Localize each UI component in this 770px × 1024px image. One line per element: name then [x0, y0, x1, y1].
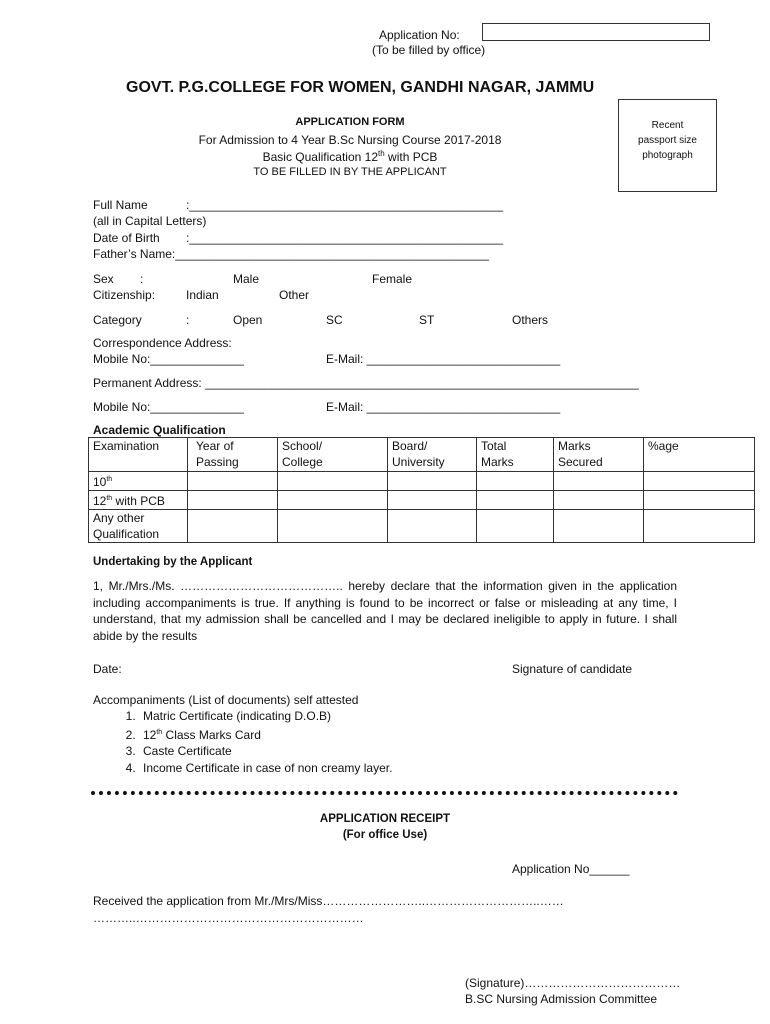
receipt-title: APPLICATION RECEIPT [319, 813, 451, 825]
dob-label: Date of Birth [93, 231, 160, 245]
form-title: APPLICATION FORM [295, 116, 405, 128]
table-cell[interactable] [188, 472, 278, 491]
header-board-university: Board/ University [388, 438, 477, 472]
date-label: Date: [93, 662, 122, 676]
exam-10th: 10th [89, 472, 188, 491]
qualification-line: Basic Qualification 12th with PCB [262, 149, 438, 164]
sex-option-female[interactable]: Female [372, 272, 413, 286]
header-school-college: School/ College [278, 438, 388, 472]
table-cell[interactable] [554, 491, 644, 510]
application-no-label: Application No: [379, 28, 460, 42]
receipt-subtitle: (For office Use) [342, 829, 428, 841]
list-item: 3. Caste Certificate [139, 743, 392, 760]
cut-line-divider [91, 791, 678, 795]
mobile-field[interactable]: Mobile No:______________ [93, 352, 244, 366]
category-colon: : [186, 313, 190, 327]
category-option-sc[interactable]: SC [326, 313, 343, 327]
header-percentage: %age [644, 438, 755, 472]
candidate-signature-label: Signature of candidate [512, 662, 633, 676]
table-cell[interactable] [278, 472, 388, 491]
exam-other: Any other Qualification [89, 510, 188, 543]
dob-field[interactable]: :_______________________________________________ [186, 231, 504, 245]
table-cell[interactable] [388, 491, 477, 510]
exam-12th: 12th with PCB [89, 491, 188, 510]
college-title: GOVT. P.G.COLLEGE FOR WOMEN, GANDHI NAGAR, JAMMU [126, 79, 595, 96]
course-line: For Admission to 4 Year B.Sc Nursing Course 2017-2018 [198, 133, 502, 147]
category-label: Category [93, 313, 142, 327]
photo-box: Recent passport size photograph [618, 99, 717, 192]
undertaking-title: Undertaking by the Applicant [93, 556, 253, 568]
received-from-line-cont[interactable]: ………..………………………………………………… [93, 911, 364, 925]
sex-option-male[interactable]: Male [233, 272, 260, 286]
permanent-address-field[interactable]: Permanent Address: _________________________________________________________________ [93, 376, 639, 390]
academic-qualification-title: Academic Qualification [93, 423, 226, 437]
table-cell[interactable] [278, 510, 388, 543]
table-cell[interactable] [188, 510, 278, 543]
academic-qualification-table [88, 437, 755, 543]
citizenship-option-indian[interactable]: Indian [186, 288, 219, 302]
permanent-email-field[interactable]: E-Mail: _____________________________ [326, 400, 561, 414]
category-option-open[interactable]: Open [233, 313, 263, 327]
applicant-note: TO BE FILLED IN BY THE APPLICANT [253, 166, 447, 178]
table-cell[interactable] [188, 491, 278, 510]
father-name-field[interactable]: Father’s Name:_______________________________________________ [93, 247, 489, 261]
table-cell[interactable] [388, 510, 477, 543]
table-cell[interactable] [477, 491, 554, 510]
table-cell[interactable] [554, 510, 644, 543]
list-item: 1. Matric Certificate (indicating D.O.B) [139, 708, 392, 725]
undertaking-text: 1, Mr./Mrs./Ms. ………………………………….. hereby declare that the information given in the application including accompaniments is true. If anything is found to be incorrect or false or misleading at any time, I understand, that my admission shall be cancelled and I may be declared ineligible to apply in future. I shall abide by the results [93, 579, 677, 643]
email-field[interactable]: E-Mail: _____________________________ [326, 352, 561, 366]
table-row [89, 510, 755, 543]
table-header-row [89, 438, 755, 472]
permanent-mobile-field[interactable]: Mobile No:______________ [93, 400, 244, 414]
header-year-of-passing: Year of Passing [188, 438, 278, 472]
citizenship-option-other[interactable]: Other [279, 288, 310, 302]
application-no-note: (To be filled by office) [372, 43, 486, 57]
admission-committee-label: B.SC Nursing Admission Committee [465, 992, 658, 1006]
table-row [89, 472, 755, 491]
list-item: 2. 12th Class Marks Card [139, 725, 392, 744]
category-option-others[interactable]: Others [512, 313, 549, 327]
received-from-line[interactable]: Received the application from Mr./Mrs/Miss……………………..………………………..…… [93, 894, 564, 908]
table-cell[interactable] [477, 510, 554, 543]
header-examination: Examination [89, 438, 188, 472]
documents-list [94, 708, 392, 776]
table-cell[interactable] [278, 491, 388, 510]
header-marks-secured: Marks Secured [554, 438, 644, 472]
table-cell[interactable] [644, 472, 755, 491]
table-row [89, 491, 755, 510]
category-option-st[interactable]: ST [419, 313, 435, 327]
table-cell[interactable] [554, 472, 644, 491]
correspondence-address-field[interactable]: Correspondence Address: [93, 336, 232, 350]
full-name-label: Full Name [93, 198, 148, 212]
citizenship-label: Citizenship: [93, 288, 156, 302]
receipt-signature: (Signature)………………………………… [465, 976, 681, 990]
table-cell[interactable] [477, 472, 554, 491]
table-cell[interactable] [644, 510, 755, 543]
receipt-application-no[interactable]: Application No______ [512, 862, 630, 876]
table-cell[interactable] [644, 491, 755, 510]
list-item: 4. Income Certificate in case of non creamy layer. [139, 760, 392, 777]
application-no-field[interactable] [482, 23, 710, 41]
accompaniments-title: Accompaniments (List of documents) self attested [93, 693, 359, 707]
sex-colon: : [140, 272, 144, 286]
capital-letters-note: (all in Capital Letters) [93, 214, 207, 228]
table-cell[interactable] [388, 472, 477, 491]
full-name-field[interactable]: :_______________________________________________ [186, 198, 504, 212]
header-total-marks: Total Marks [477, 438, 554, 472]
sex-label: Sex [93, 272, 114, 286]
